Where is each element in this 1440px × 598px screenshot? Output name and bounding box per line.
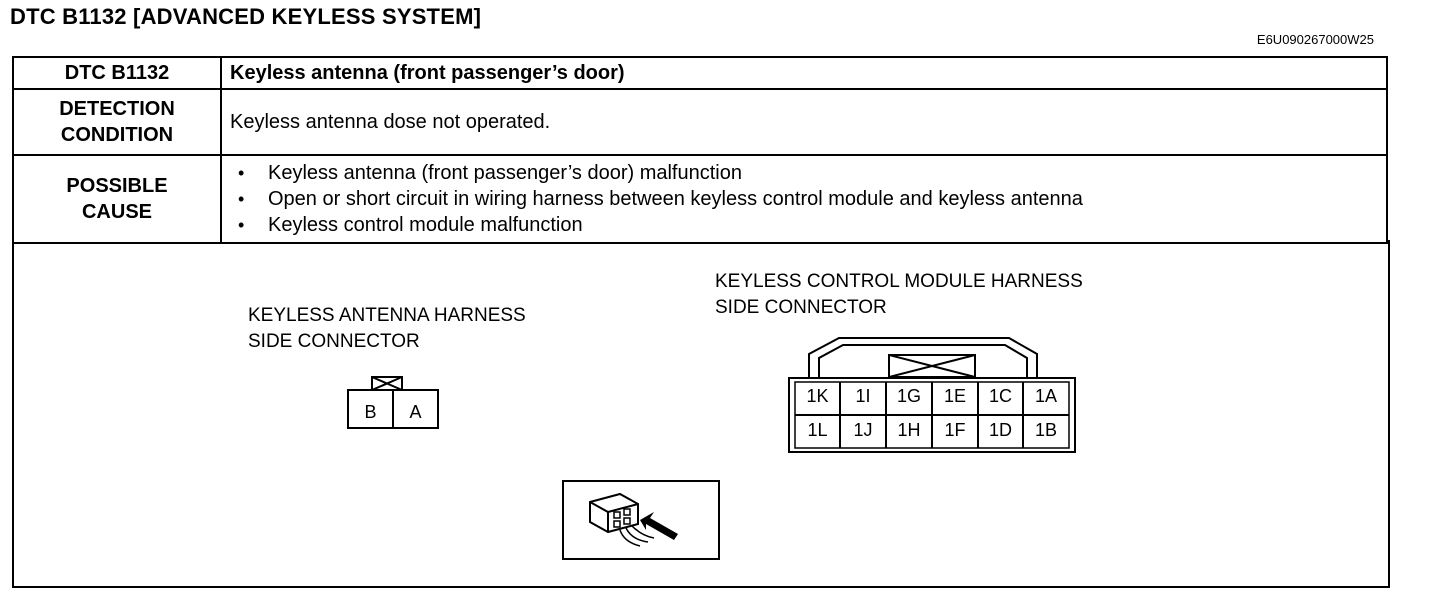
module-pin-1i: 1I [855, 386, 871, 406]
table-row-dtc [13, 57, 1387, 89]
detection-label-line2: CONDITION [60, 124, 174, 146]
cause-list-cell [221, 155, 1387, 243]
cause-list [230, 160, 1386, 238]
detection-value: Keyless antenna dose not operated. [221, 89, 1387, 155]
antenna-pin-a: A [409, 402, 422, 422]
detection-label [13, 89, 221, 155]
cause-label [13, 155, 221, 243]
module-pin-1g: 1G [896, 386, 921, 406]
module-label-line1: KEYLESS CONTROL MODULE HARNESS [715, 271, 1083, 292]
dtc-info-table [12, 56, 1388, 244]
connector-diagram-panel [12, 240, 1390, 588]
module-pin-1b: 1B [1034, 420, 1058, 440]
module-label-line2: SIDE CONNECTOR [715, 297, 887, 318]
table-row-cause [13, 155, 1387, 243]
module-pin-1k: 1K [806, 386, 829, 406]
module-pin-1e: 1E [943, 386, 967, 406]
module-pin-1c: 1C [988, 386, 1012, 406]
cause-label-line2: CAUSE [81, 201, 152, 223]
cause-label-line1: POSSIBLE [66, 175, 168, 197]
page-title: DTC B1132 [ADVANCED KEYLESS SYSTEM] [10, 4, 482, 29]
module-connector-label [715, 269, 1083, 321]
list-item: • Keyless control module malfunction [230, 212, 1386, 238]
antenna-label-line1: KEYLESS ANTENNA HARNESS [248, 305, 526, 326]
document-id: E6U090267000W25 [1256, 32, 1374, 47]
module-pin-1f: 1F [944, 420, 966, 440]
detection-label-line1: DETECTION [59, 98, 175, 120]
antenna-pin-b: B [364, 402, 377, 422]
module-pin-1d: 1D [988, 420, 1012, 440]
module-pin-1a: 1A [1034, 386, 1058, 406]
harness-side-view-icon [562, 480, 720, 560]
dtc-label: DTC B1132 [13, 57, 221, 89]
antenna-label-line2: SIDE CONNECTOR [248, 331, 420, 352]
module-pin-1l: 1L [807, 420, 828, 440]
list-item: • Open or short circuit in wiring harness between keyless control module and keyless antenna [230, 186, 1386, 212]
antenna-connector-label [248, 303, 526, 355]
dtc-value: Keyless antenna (front passenger’s door) [221, 57, 1387, 89]
list-item: • Keyless antenna (front passenger’s door) malfunction [230, 160, 1386, 186]
module-pin-1h: 1H [897, 420, 921, 440]
module-pin-1j: 1J [853, 420, 873, 440]
table-row-detection [13, 89, 1387, 155]
